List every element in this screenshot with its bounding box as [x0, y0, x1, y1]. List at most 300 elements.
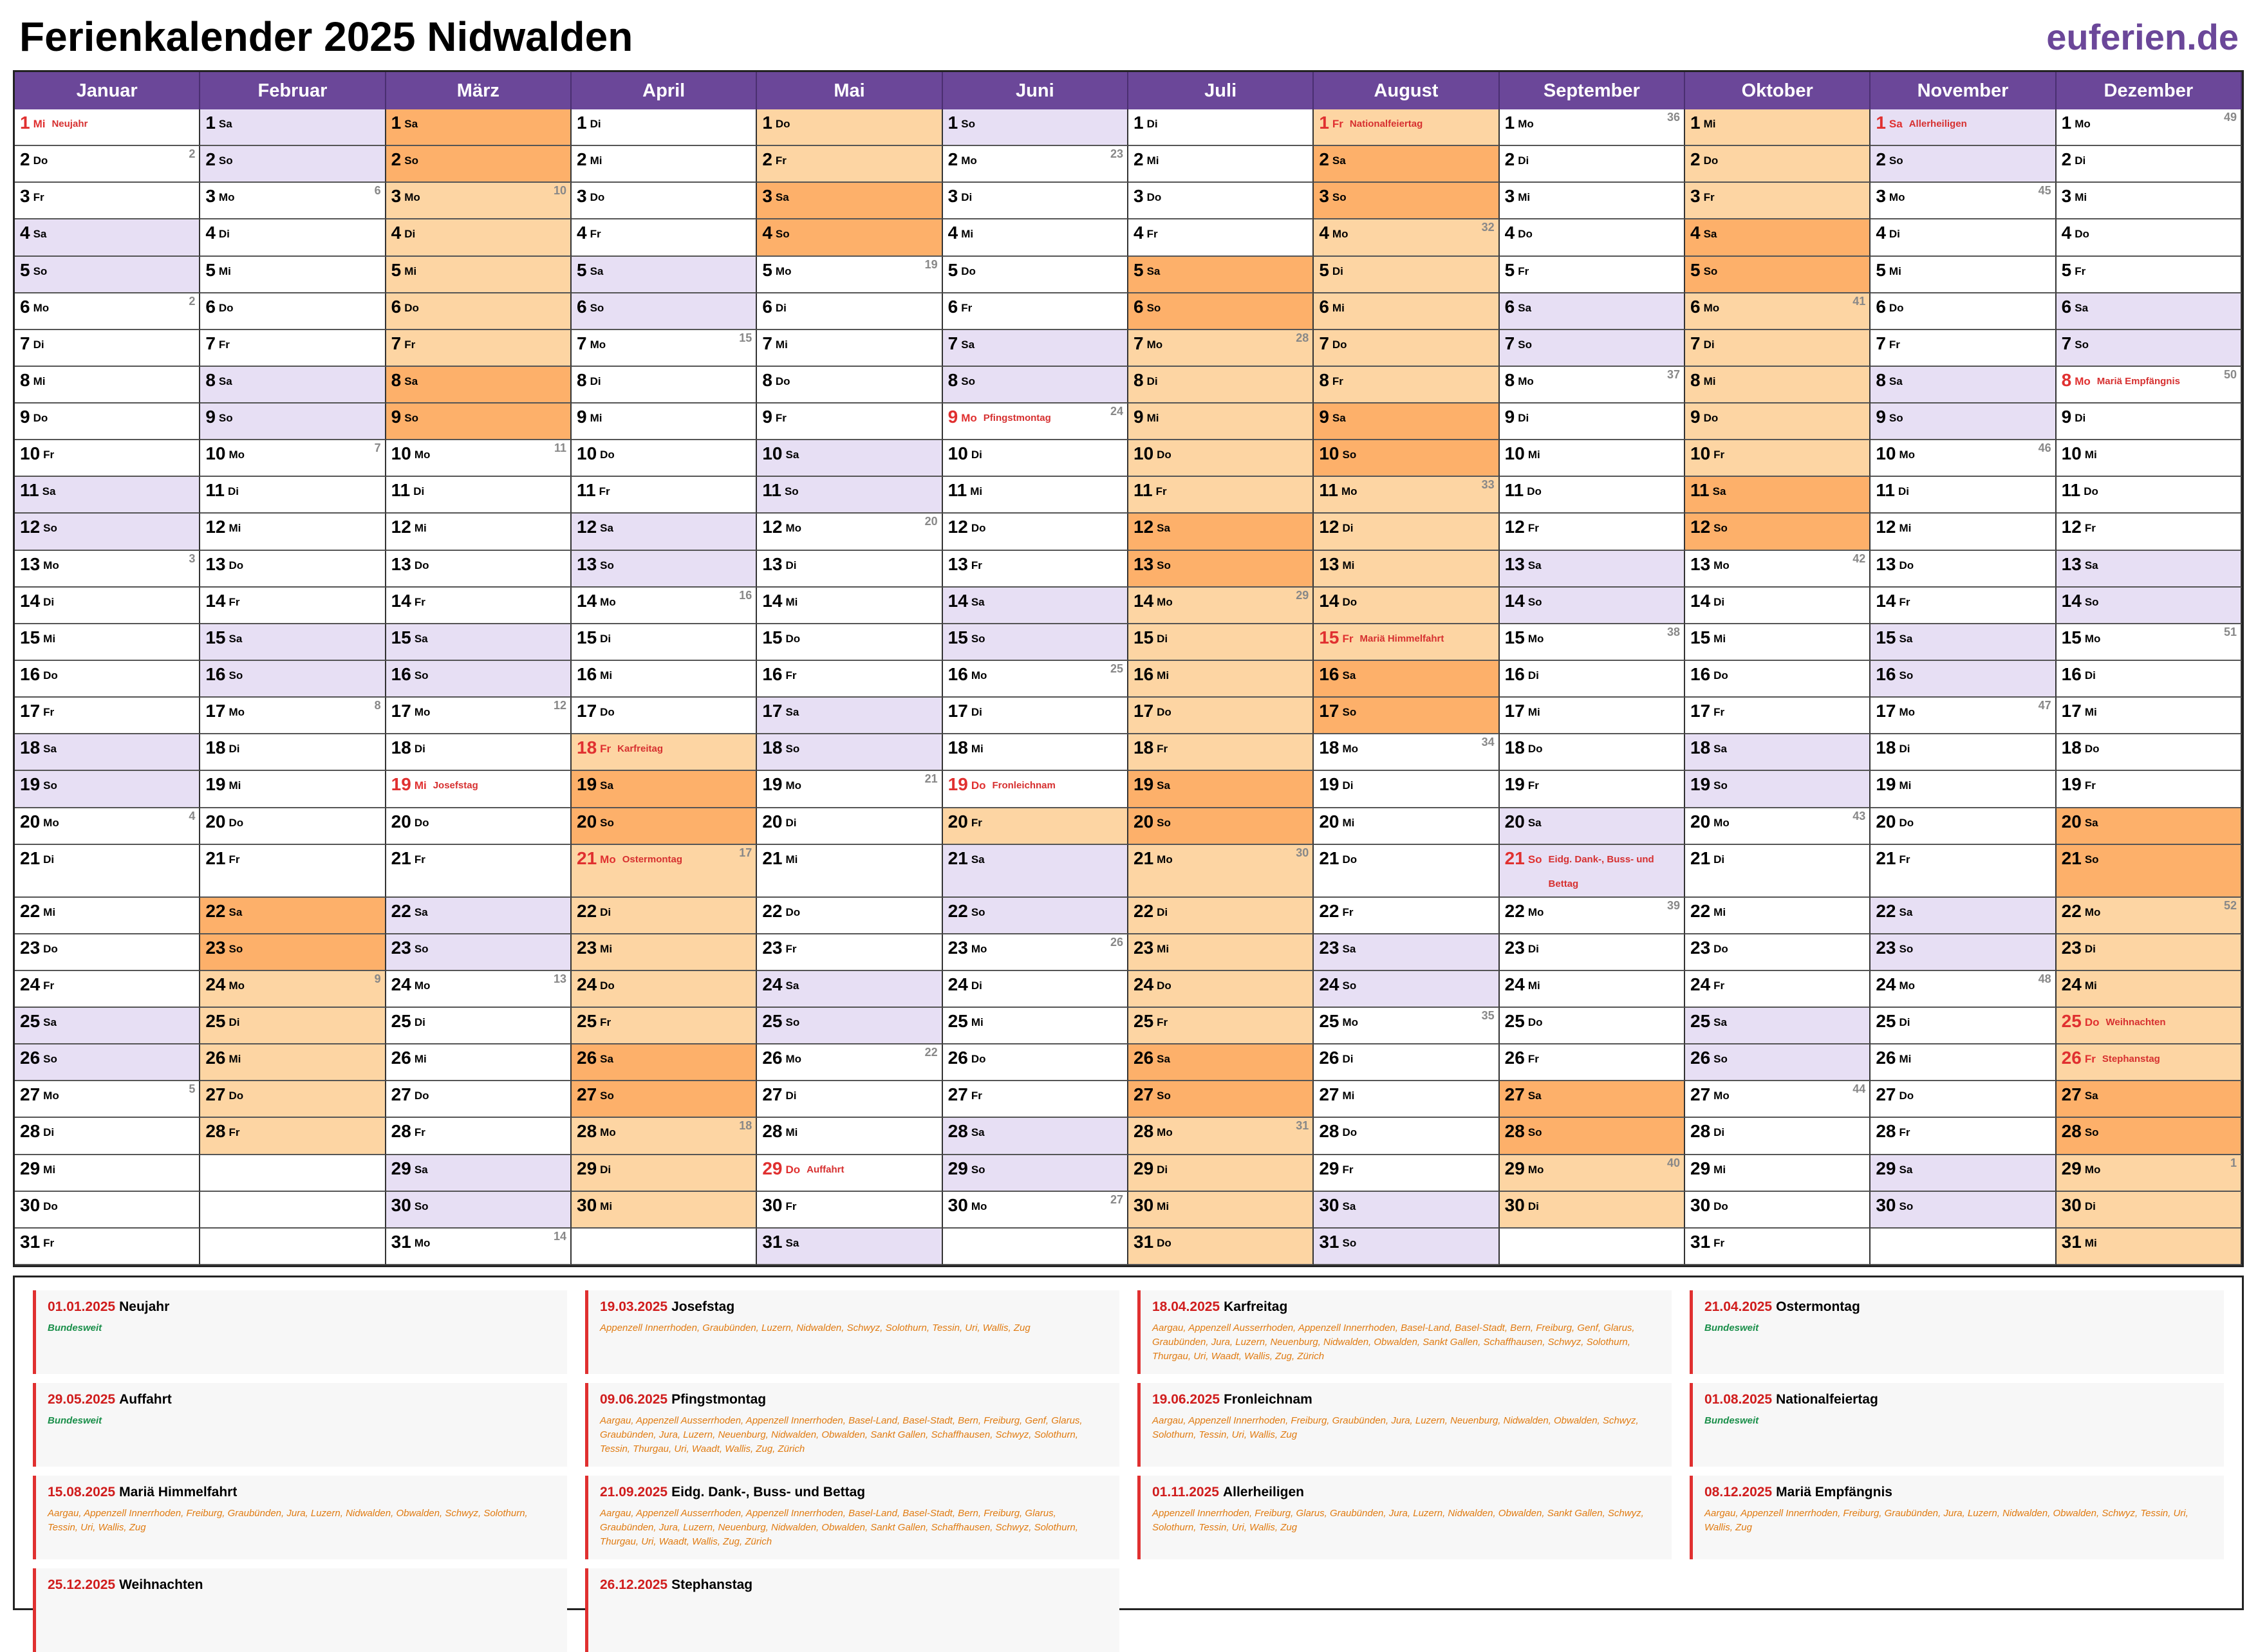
day-cell[interactable] — [1685, 588, 1871, 624]
day-cell[interactable] — [1871, 1118, 2056, 1155]
day-cell[interactable] — [757, 624, 942, 661]
day-cell[interactable] — [943, 1192, 1128, 1229]
day-cell[interactable] — [1685, 1192, 1871, 1229]
day-cell[interactable] — [943, 771, 1128, 808]
day-cell[interactable] — [943, 257, 1128, 293]
day-cell[interactable] — [200, 734, 386, 771]
day-cell[interactable] — [572, 934, 757, 971]
day-cell[interactable] — [757, 1192, 942, 1229]
day-cell[interactable] — [572, 1081, 757, 1118]
day-cell[interactable] — [1685, 219, 1871, 256]
day-cell[interactable] — [15, 898, 200, 934]
day-cell[interactable] — [1500, 183, 1685, 219]
day-cell[interactable] — [2057, 1008, 2242, 1044]
day-cell[interactable] — [1128, 1229, 1314, 1265]
day-cell[interactable] — [15, 934, 200, 971]
day-cell[interactable] — [1128, 624, 1314, 661]
day-cell[interactable] — [386, 551, 572, 588]
day-cell[interactable] — [572, 330, 757, 367]
day-cell[interactable] — [943, 898, 1128, 934]
day-cell[interactable] — [15, 845, 200, 898]
day-cell[interactable] — [15, 1044, 200, 1081]
day-cell[interactable] — [1871, 898, 2056, 934]
day-cell[interactable] — [1871, 293, 2056, 330]
day-cell[interactable] — [386, 477, 572, 514]
day-cell[interactable] — [1871, 219, 2056, 256]
day-cell[interactable] — [1314, 808, 1499, 845]
day-cell[interactable] — [943, 1155, 1128, 1192]
day-cell[interactable] — [2057, 808, 2242, 845]
day-cell[interactable] — [1685, 1044, 1871, 1081]
day-cell[interactable] — [572, 404, 757, 440]
day-cell[interactable] — [1314, 477, 1499, 514]
day-cell[interactable] — [757, 808, 942, 845]
day-cell[interactable] — [757, 734, 942, 771]
day-cell[interactable] — [1314, 219, 1499, 256]
day-cell[interactable] — [2057, 367, 2242, 404]
day-cell[interactable] — [2057, 1192, 2242, 1229]
day-cell[interactable] — [1871, 440, 2056, 477]
day-cell[interactable] — [1871, 1044, 2056, 1081]
day-cell[interactable] — [1871, 698, 2056, 734]
day-cell[interactable] — [1871, 551, 2056, 588]
day-cell[interactable] — [757, 477, 942, 514]
day-cell[interactable] — [943, 808, 1128, 845]
day-cell[interactable] — [572, 146, 757, 183]
day-cell[interactable] — [943, 551, 1128, 588]
day-cell[interactable] — [2057, 440, 2242, 477]
day-cell[interactable] — [15, 624, 200, 661]
day-cell[interactable] — [1685, 257, 1871, 293]
day-cell[interactable] — [1128, 1118, 1314, 1155]
day-cell[interactable] — [572, 440, 757, 477]
day-cell[interactable] — [1685, 808, 1871, 845]
day-cell[interactable] — [1871, 477, 2056, 514]
day-cell[interactable] — [2057, 257, 2242, 293]
day-cell[interactable] — [943, 971, 1128, 1008]
day-cell[interactable] — [386, 1192, 572, 1229]
day-cell[interactable] — [15, 808, 200, 845]
day-cell[interactable] — [572, 367, 757, 404]
day-cell[interactable] — [386, 440, 572, 477]
day-cell[interactable] — [386, 219, 572, 256]
day-cell[interactable] — [2057, 109, 2242, 146]
day-cell[interactable] — [572, 109, 757, 146]
day-cell[interactable] — [1871, 109, 2056, 146]
day-cell[interactable] — [757, 183, 942, 219]
day-cell[interactable] — [386, 404, 572, 440]
day-cell[interactable] — [2057, 219, 2242, 256]
day-cell[interactable] — [1314, 1044, 1499, 1081]
day-cell[interactable] — [1685, 293, 1871, 330]
day-cell[interactable] — [1871, 1192, 2056, 1229]
day-cell[interactable] — [1500, 971, 1685, 1008]
day-cell[interactable] — [1500, 219, 1685, 256]
day-cell[interactable] — [1128, 440, 1314, 477]
day-cell[interactable] — [1128, 293, 1314, 330]
day-cell[interactable] — [1128, 551, 1314, 588]
day-cell[interactable] — [1314, 734, 1499, 771]
day-cell[interactable] — [1685, 1155, 1871, 1192]
day-cell[interactable] — [757, 934, 942, 971]
day-cell[interactable] — [200, 440, 386, 477]
day-cell[interactable] — [572, 624, 757, 661]
day-cell[interactable] — [757, 257, 942, 293]
day-cell[interactable] — [1128, 661, 1314, 698]
day-cell[interactable] — [1685, 698, 1871, 734]
day-cell[interactable] — [757, 440, 942, 477]
day-cell[interactable] — [572, 257, 757, 293]
day-cell[interactable] — [943, 293, 1128, 330]
day-cell[interactable] — [386, 183, 572, 219]
day-cell[interactable] — [2057, 404, 2242, 440]
day-cell[interactable] — [757, 551, 942, 588]
day-cell[interactable] — [1314, 698, 1499, 734]
day-cell[interactable] — [1314, 845, 1499, 898]
day-cell[interactable] — [1128, 588, 1314, 624]
day-cell[interactable] — [15, 293, 200, 330]
day-cell[interactable] — [386, 330, 572, 367]
day-cell[interactable] — [386, 293, 572, 330]
day-cell[interactable] — [2057, 771, 2242, 808]
day-cell[interactable] — [15, 698, 200, 734]
day-cell[interactable] — [1128, 1192, 1314, 1229]
day-cell[interactable] — [1128, 734, 1314, 771]
day-cell[interactable] — [1871, 808, 2056, 845]
day-cell[interactable] — [757, 219, 942, 256]
day-cell[interactable] — [1128, 183, 1314, 219]
day-cell[interactable] — [200, 551, 386, 588]
day-cell[interactable] — [15, 514, 200, 550]
day-cell[interactable] — [943, 146, 1128, 183]
day-cell[interactable] — [200, 771, 386, 808]
day-cell[interactable] — [757, 293, 942, 330]
day-cell[interactable] — [15, 551, 200, 588]
day-cell[interactable] — [1500, 1155, 1685, 1192]
day-cell[interactable] — [943, 661, 1128, 698]
day-cell[interactable] — [15, 971, 200, 1008]
day-cell[interactable] — [1314, 1118, 1499, 1155]
day-cell[interactable] — [943, 845, 1128, 898]
day-cell[interactable] — [1128, 771, 1314, 808]
day-cell[interactable] — [2057, 1044, 2242, 1081]
day-cell[interactable] — [757, 588, 942, 624]
day-cell[interactable] — [2057, 898, 2242, 934]
day-cell[interactable] — [15, 404, 200, 440]
day-cell[interactable] — [1871, 734, 2056, 771]
day-cell[interactable] — [200, 477, 386, 514]
day-cell[interactable] — [1314, 661, 1499, 698]
day-cell[interactable] — [2057, 1155, 2242, 1192]
day-cell[interactable] — [200, 330, 386, 367]
day-cell[interactable] — [200, 293, 386, 330]
day-cell[interactable] — [200, 588, 386, 624]
day-cell[interactable] — [572, 477, 757, 514]
day-cell[interactable] — [1314, 183, 1499, 219]
day-cell[interactable] — [757, 1155, 942, 1192]
day-cell[interactable] — [1500, 1008, 1685, 1044]
day-cell[interactable] — [1500, 898, 1685, 934]
day-cell[interactable] — [200, 971, 386, 1008]
day-cell[interactable] — [1314, 551, 1499, 588]
day-cell[interactable] — [1128, 330, 1314, 367]
day-cell[interactable] — [200, 1044, 386, 1081]
day-cell[interactable] — [572, 845, 757, 898]
day-cell[interactable] — [572, 514, 757, 550]
day-cell[interactable] — [1685, 624, 1871, 661]
day-cell[interactable] — [1500, 367, 1685, 404]
day-cell[interactable] — [757, 1008, 942, 1044]
day-cell[interactable] — [15, 219, 200, 256]
day-cell[interactable] — [1500, 934, 1685, 971]
day-cell[interactable] — [943, 109, 1128, 146]
day-cell[interactable] — [200, 661, 386, 698]
day-cell[interactable] — [1314, 898, 1499, 934]
day-cell[interactable] — [386, 1008, 572, 1044]
day-cell[interactable] — [757, 1044, 942, 1081]
day-cell[interactable] — [572, 734, 757, 771]
day-cell[interactable] — [2057, 1081, 2242, 1118]
day-cell[interactable] — [1128, 1008, 1314, 1044]
day-cell[interactable] — [1500, 404, 1685, 440]
day-cell[interactable] — [1314, 1008, 1499, 1044]
day-cell[interactable] — [1500, 588, 1685, 624]
day-cell[interactable] — [757, 514, 942, 550]
day-cell[interactable] — [2057, 330, 2242, 367]
day-cell[interactable] — [1871, 624, 2056, 661]
day-cell[interactable] — [15, 771, 200, 808]
day-cell[interactable] — [200, 219, 386, 256]
day-cell[interactable] — [1871, 845, 2056, 898]
day-cell[interactable] — [1314, 934, 1499, 971]
day-cell[interactable] — [1128, 146, 1314, 183]
day-cell[interactable] — [1685, 404, 1871, 440]
day-cell[interactable] — [200, 934, 386, 971]
day-cell[interactable] — [943, 183, 1128, 219]
day-cell[interactable] — [572, 1192, 757, 1229]
day-cell[interactable] — [1685, 934, 1871, 971]
day-cell[interactable] — [757, 367, 942, 404]
day-cell[interactable] — [1685, 661, 1871, 698]
day-cell[interactable] — [2057, 661, 2242, 698]
day-cell[interactable] — [572, 971, 757, 1008]
day-cell[interactable] — [1871, 1081, 2056, 1118]
day-cell[interactable] — [1871, 971, 2056, 1008]
site-logo[interactable]: euferien.de — [2046, 17, 2239, 57]
day-cell[interactable] — [572, 698, 757, 734]
day-cell[interactable] — [386, 734, 572, 771]
day-cell[interactable] — [200, 845, 386, 898]
day-cell[interactable] — [386, 771, 572, 808]
day-cell[interactable] — [15, 661, 200, 698]
day-cell[interactable] — [757, 971, 942, 1008]
day-cell[interactable] — [15, 109, 200, 146]
day-cell[interactable] — [1500, 698, 1685, 734]
day-cell[interactable] — [1871, 183, 2056, 219]
day-cell[interactable] — [2057, 698, 2242, 734]
day-cell[interactable] — [386, 1229, 572, 1265]
day-cell[interactable] — [1871, 588, 2056, 624]
day-cell[interactable] — [1871, 146, 2056, 183]
day-cell[interactable] — [757, 1081, 942, 1118]
day-cell[interactable] — [200, 808, 386, 845]
day-cell[interactable] — [1128, 219, 1314, 256]
day-cell[interactable] — [200, 1118, 386, 1155]
day-cell[interactable] — [1871, 934, 2056, 971]
day-cell[interactable] — [2057, 624, 2242, 661]
day-cell[interactable] — [757, 109, 942, 146]
day-cell[interactable] — [2057, 845, 2242, 898]
day-cell[interactable] — [1685, 367, 1871, 404]
day-cell[interactable] — [943, 477, 1128, 514]
day-cell[interactable] — [757, 146, 942, 183]
day-cell[interactable] — [1128, 109, 1314, 146]
day-cell[interactable] — [943, 440, 1128, 477]
day-cell[interactable] — [1500, 440, 1685, 477]
day-cell[interactable] — [1871, 257, 2056, 293]
day-cell[interactable] — [200, 698, 386, 734]
day-cell[interactable] — [1500, 109, 1685, 146]
day-cell[interactable] — [1500, 514, 1685, 550]
day-cell[interactable] — [572, 1118, 757, 1155]
day-cell[interactable] — [15, 183, 200, 219]
day-cell[interactable] — [386, 845, 572, 898]
day-cell[interactable] — [1500, 330, 1685, 367]
day-cell[interactable] — [757, 898, 942, 934]
day-cell[interactable] — [2057, 588, 2242, 624]
day-cell[interactable] — [1871, 514, 2056, 550]
day-cell[interactable] — [1128, 1044, 1314, 1081]
day-cell[interactable] — [1314, 367, 1499, 404]
day-cell[interactable] — [200, 183, 386, 219]
day-cell[interactable] — [15, 1229, 200, 1265]
day-cell[interactable] — [1500, 845, 1685, 898]
day-cell[interactable] — [572, 551, 757, 588]
day-cell[interactable] — [386, 257, 572, 293]
day-cell[interactable] — [200, 898, 386, 934]
day-cell[interactable] — [1685, 971, 1871, 1008]
day-cell[interactable] — [572, 1155, 757, 1192]
day-cell[interactable] — [1500, 1081, 1685, 1118]
day-cell[interactable] — [1685, 771, 1871, 808]
day-cell[interactable] — [1314, 440, 1499, 477]
day-cell[interactable] — [943, 514, 1128, 550]
day-cell[interactable] — [943, 367, 1128, 404]
day-cell[interactable] — [1314, 1155, 1499, 1192]
day-cell[interactable] — [200, 624, 386, 661]
day-cell[interactable] — [1128, 971, 1314, 1008]
day-cell[interactable] — [1871, 661, 2056, 698]
day-cell[interactable] — [1314, 404, 1499, 440]
day-cell[interactable] — [1128, 1155, 1314, 1192]
day-cell[interactable] — [1500, 771, 1685, 808]
day-cell[interactable] — [386, 1081, 572, 1118]
day-cell[interactable] — [2057, 734, 2242, 771]
day-cell[interactable] — [15, 1192, 200, 1229]
day-cell[interactable] — [572, 588, 757, 624]
day-cell[interactable] — [2057, 514, 2242, 550]
day-cell[interactable] — [386, 698, 572, 734]
day-cell[interactable] — [15, 734, 200, 771]
day-cell[interactable] — [1128, 477, 1314, 514]
day-cell[interactable] — [1685, 551, 1871, 588]
day-cell[interactable] — [757, 661, 942, 698]
day-cell[interactable] — [943, 1044, 1128, 1081]
day-cell[interactable] — [943, 330, 1128, 367]
day-cell[interactable] — [1685, 1008, 1871, 1044]
day-cell[interactable] — [1314, 257, 1499, 293]
day-cell[interactable] — [1314, 1229, 1499, 1265]
day-cell[interactable] — [1128, 698, 1314, 734]
day-cell[interactable] — [386, 898, 572, 934]
day-cell[interactable] — [1871, 404, 2056, 440]
day-cell[interactable] — [200, 109, 386, 146]
day-cell[interactable] — [572, 219, 757, 256]
day-cell[interactable] — [386, 146, 572, 183]
day-cell[interactable] — [200, 404, 386, 440]
day-cell[interactable] — [1128, 514, 1314, 550]
day-cell[interactable] — [757, 845, 942, 898]
day-cell[interactable] — [943, 404, 1128, 440]
day-cell[interactable] — [386, 588, 572, 624]
day-cell[interactable] — [757, 1118, 942, 1155]
day-cell[interactable] — [1871, 1008, 2056, 1044]
day-cell[interactable] — [1500, 661, 1685, 698]
day-cell[interactable] — [1314, 109, 1499, 146]
day-cell[interactable] — [200, 1008, 386, 1044]
day-cell[interactable] — [200, 257, 386, 293]
day-cell[interactable] — [386, 1044, 572, 1081]
day-cell[interactable] — [1685, 477, 1871, 514]
day-cell[interactable] — [386, 971, 572, 1008]
day-cell[interactable] — [1685, 440, 1871, 477]
day-cell[interactable] — [757, 771, 942, 808]
day-cell[interactable] — [943, 1081, 1128, 1118]
day-cell[interactable] — [1128, 404, 1314, 440]
day-cell[interactable] — [1500, 1118, 1685, 1155]
day-cell[interactable] — [1500, 551, 1685, 588]
day-cell[interactable] — [386, 808, 572, 845]
day-cell[interactable] — [386, 109, 572, 146]
day-cell[interactable] — [1685, 330, 1871, 367]
day-cell[interactable] — [1500, 146, 1685, 183]
day-cell[interactable] — [1314, 146, 1499, 183]
day-cell[interactable] — [943, 624, 1128, 661]
day-cell[interactable] — [386, 514, 572, 550]
day-cell[interactable] — [1128, 845, 1314, 898]
day-cell[interactable] — [943, 1008, 1128, 1044]
day-cell[interactable] — [15, 477, 200, 514]
day-cell[interactable] — [757, 1229, 942, 1265]
day-cell[interactable] — [1500, 1192, 1685, 1229]
day-cell[interactable] — [15, 588, 200, 624]
day-cell[interactable] — [1314, 588, 1499, 624]
day-cell[interactable] — [1500, 734, 1685, 771]
day-cell[interactable] — [943, 588, 1128, 624]
day-cell[interactable] — [2057, 934, 2242, 971]
day-cell[interactable] — [2057, 1229, 2242, 1265]
day-cell[interactable] — [943, 934, 1128, 971]
day-cell[interactable] — [572, 1008, 757, 1044]
day-cell[interactable] — [200, 146, 386, 183]
day-cell[interactable] — [386, 1118, 572, 1155]
day-cell[interactable] — [1685, 734, 1871, 771]
day-cell[interactable] — [15, 1118, 200, 1155]
day-cell[interactable] — [15, 330, 200, 367]
day-cell[interactable] — [1314, 330, 1499, 367]
day-cell[interactable] — [15, 367, 200, 404]
day-cell[interactable] — [943, 698, 1128, 734]
